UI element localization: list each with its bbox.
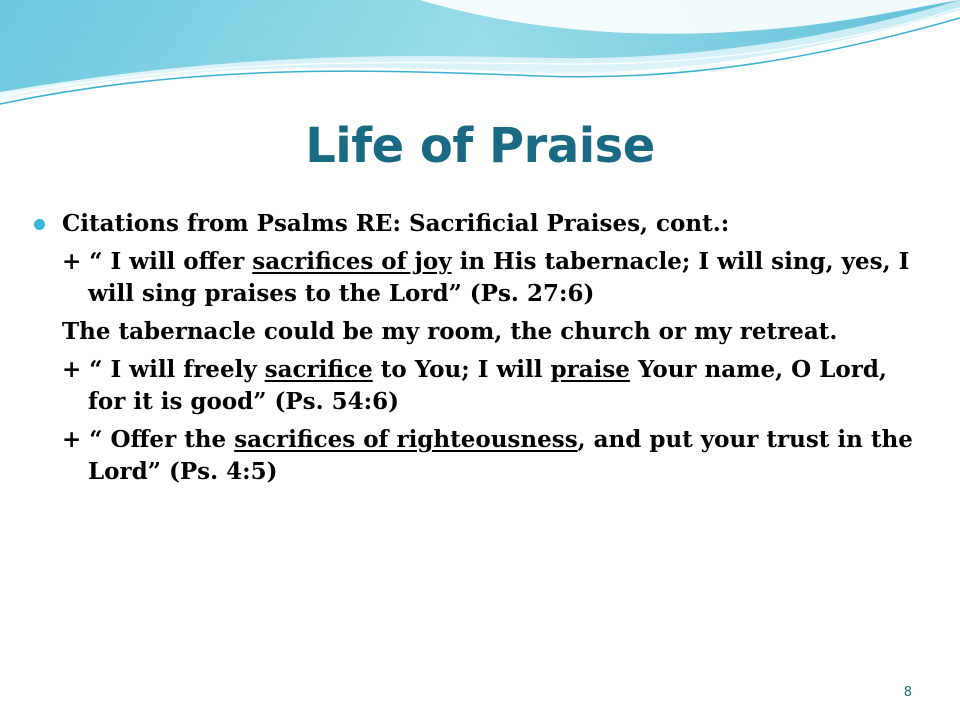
quote-text: , and put your trust in the Lord” (Ps. 4:5) xyxy=(88,426,913,485)
slide-title: Life of Praise xyxy=(305,118,655,174)
citations-heading: Citations from Psalms RE: Sacrificial Praises, cont.: xyxy=(62,210,730,237)
quote-text: to You; I will xyxy=(372,356,551,383)
page-number: 8 xyxy=(903,685,912,700)
underlined-phrase: sacrifices of joy xyxy=(252,248,452,275)
header-wave-decoration xyxy=(0,0,960,120)
quote-text: Your name, O Lord, for it is good” (Ps. 54:6) xyxy=(88,356,887,415)
quote-text: + “ Offer the xyxy=(62,426,235,453)
psalm-54-6-quote xyxy=(62,354,932,418)
underlined-phrase: sacrifices of righteousness xyxy=(234,426,578,453)
quote-text: + “ I will freely xyxy=(62,356,265,383)
underlined-phrase: praise xyxy=(550,356,630,383)
bullet-dot-icon xyxy=(34,219,45,230)
slide-body xyxy=(62,208,932,494)
psalm-4-5-quote xyxy=(62,424,932,488)
tabernacle-note xyxy=(62,316,932,348)
bullet-paragraph xyxy=(62,208,932,240)
quote-text: + “ I will offer xyxy=(62,248,253,275)
quote-text: in His tabernacle; I will sing, yes, I will sing praises to the Lord” (Ps. 27:6) xyxy=(88,248,910,307)
psalm-27-6-quote xyxy=(62,246,932,310)
note-text: The tabernacle could be my room, the church or my retreat. xyxy=(62,318,838,345)
underlined-phrase: sacrifice xyxy=(264,356,373,383)
